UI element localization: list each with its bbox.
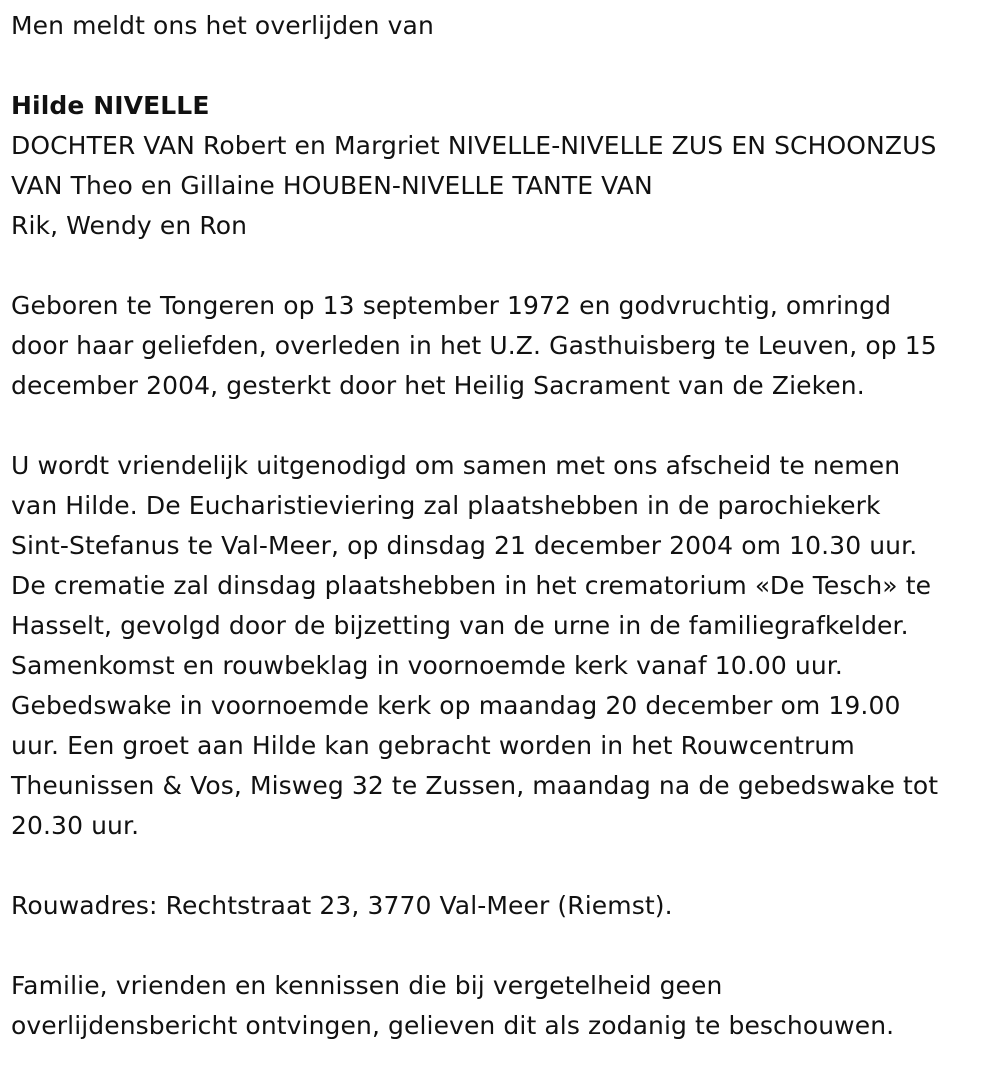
spacer xyxy=(11,246,996,286)
spacer xyxy=(11,406,996,446)
family-relations: DOCHTER VAN Robert en Margriet NIVELLE-NIVELLE ZUS EN SCHOONZUS VAN Theo en Gillaine HOUBEN-NIVELLE TANTE VAN xyxy=(11,131,937,200)
spacer xyxy=(11,46,996,86)
deceased-name: Hilde NIVELLE xyxy=(11,91,210,120)
intro-line: Men meldt ons het overlijden van xyxy=(11,11,434,40)
ceremony-paragraph: U wordt vriendelijk uitgenodigd om samen met ons afscheid te nemen van Hilde. De Eucharistieviering zal plaatshebben in de parochiekerk Sint-Stefanus te Val-Meer, op dinsdag 21 december 2004 om 10.30 uur. De crematie zal dinsdag plaatshebben in het crematorium «De Tesch» te Hasselt, gevolgd door de bijzetting van de urne in de familiegrafkelder. Samenkomst en rouwbeklag in voornoemde kerk vanaf 10.00 uur. Gebedswake in voornoemde kerk op maandag 20 december om 19.00 uur. Een groet aan Hilde kan gebracht worden in het Rouwcentrum Theunissen & Vos, Misweg 32 te Zussen, maandag na de gebedswake tot 20.30 uur. xyxy=(11,451,939,840)
spacer xyxy=(11,846,996,886)
death-notice xyxy=(11,6,996,1046)
birth-death-paragraph: Geboren te Tongeren op 13 september 1972 en godvruchtig, omringd door haar geliefden, overleden in het U.Z. Gasthuisberg te Leuven, op 15 december 2004, gesterkt door het Heilig Sacrament van de Zieken. xyxy=(11,291,937,400)
nephews-nieces: Rik, Wendy en Ron xyxy=(11,211,248,240)
closing-paragraph: Familie, vrienden en kennissen die bij vergetelheid geen overlijdensbericht ontvingen, gelieven dit als zodanig te beschouwen. xyxy=(11,971,895,1040)
mourning-address: Rouwadres: Rechtstraat 23, 3770 Val-Meer (Riemst). xyxy=(11,891,673,920)
spacer xyxy=(11,926,996,966)
